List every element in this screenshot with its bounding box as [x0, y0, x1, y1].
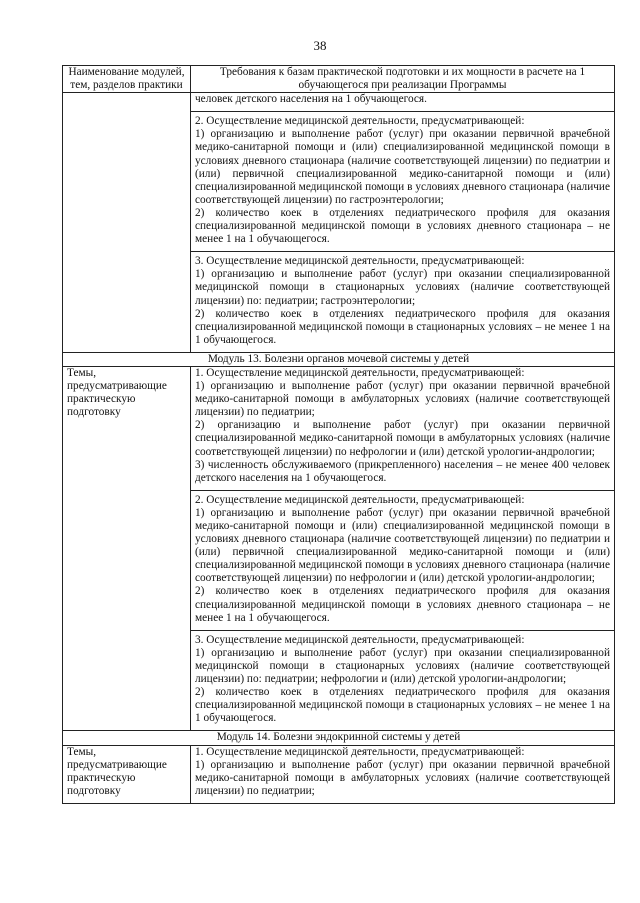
requirement-block [195, 746, 610, 803]
requirement-line: 2) количество коек в отделениях педиатрического профиля для оказания специализированной медицинской помощи в условиях дневного стационара – не менее 1 на 1 обучающегося. [195, 206, 610, 246]
requirement-line: 1. Осуществление медицинской деятельности, предусматривающей: [195, 366, 525, 379]
requirement-block [195, 367, 610, 490]
requirement-line: 2) организацию и выполнение работ (услуг) при оказании первичной специализированной медико-санитарной помощи в амбулаторных условиях (наличие соответствующей лицензии) по нефрологии и (или) детской урологии-андрологии; [195, 419, 610, 458]
topic-cell-empty [63, 93, 191, 353]
module-13-title: Модуль 13. Болезни органов мочевой системы у детей [63, 352, 615, 366]
requirement-line: 1) организацию и выполнение работ (услуг) при оказании первичной врачебной медико-санитарной помощи в амбулаторных условиях (наличие соответствующей лицензии) по педиатрии; [195, 380, 610, 419]
requirement-line: 2) количество коек в отделениях педиатрического профиля для оказания специализированной медицинской помощи в условиях дневного стационара – не менее 1 на 1 обучающегося. [195, 585, 610, 624]
requirement-block [195, 93, 610, 111]
topic-cell: Темы, предусматривающие практическую подготовку [63, 745, 191, 803]
requirement-line: 3. Осуществление медицинской деятельности, предусматривающей: [195, 633, 525, 646]
requirement-line: 2) количество коек в отделениях педиатрического профиля для оказания специализированной медицинской помощи в стационарных условиях – не менее 1 на 1 обучающегося. [195, 686, 610, 725]
requirement-line: 2. Осуществление медицинской деятельности, предусматривающей: [195, 115, 525, 128]
table-header-row [63, 66, 615, 93]
requirement-line: 3) численность обслуживаемого (прикрепленного) населения – не менее 400 человек детского населения на 1 обучающегося. [195, 458, 610, 484]
requirement-line: 1) организацию и выполнение работ (услуг) при оказании первичной врачебной медико-санитарной помощи в амбулаторных условиях (наличие соответствующей лицензии) по педиатрии; [195, 758, 610, 797]
table-row [63, 93, 615, 353]
requirement-block [191, 111, 614, 251]
requirement-line: 1) организацию и выполнение работ (услуг) при оказании специализированной медицинской помощи в стационарных условиях (наличие соответствующей лицензии) по: педиатрии; гастроэнтерологии; [195, 268, 610, 307]
header-requirements-column: Требования к базам практической подготовки и их мощности в расчете на 1 обучающегося при реализации Программы [191, 66, 615, 93]
topic-cell: Темы, предусматривающие практическую подготовку [63, 366, 191, 730]
header-modules-column: Наименование модулей, тем, разделов практики [63, 66, 191, 93]
requirement-block [191, 490, 614, 630]
requirements-table [62, 65, 615, 804]
requirements-cell [191, 93, 615, 353]
requirement-line: человек детского населения на 1 обучающегося. [195, 93, 427, 106]
module-title-row [63, 731, 615, 745]
requirement-line: 1) организацию и выполнение работ (услуг) при оказании первичной врачебной медико-санитарной помощи и (или) специализированной медицинской помощи в условиях дневного стационара (наличие соответствующей лицензии) по педиатрии и (или) первичной специализированной медико-санитарной помощи и (или) специализированной медицинской помощи в условиях дневного стационара (наличие соответствующей лицензии) по гастроэнтерологии; [195, 128, 610, 206]
requirement-block [191, 251, 614, 352]
table-row [63, 745, 615, 803]
requirement-line: 1. Осуществление медицинской деятельности, предусматривающей: [195, 745, 525, 758]
requirement-line: 3. Осуществление медицинской деятельности, предусматривающей: [195, 255, 525, 268]
requirement-line: 2. Осуществление медицинской деятельности, предусматривающей: [195, 493, 525, 506]
requirements-cell [191, 745, 615, 803]
page-number: 38 [313, 38, 327, 53]
requirement-line: 1) организацию и выполнение работ (услуг) при оказании специализированной медицинской помощи в стационарных условиях (наличие соответствующей лицензии) по: педиатрии; нефрологии и (или) детской урологии-андрологии; [195, 646, 610, 686]
table-row [63, 366, 615, 730]
requirement-line: 2) количество коек в отделениях педиатрического профиля для оказания специализированной медицинской помощи в стационарных условиях – не менее 1 на 1 обучающегося. [195, 307, 610, 346]
requirements-cell [191, 366, 615, 730]
module-14-title: Модуль 14. Болезни эндокринной системы у детей [63, 731, 615, 745]
module-title-row [63, 352, 615, 366]
requirement-block [191, 630, 614, 731]
requirement-line: 1) организацию и выполнение работ (услуг) при оказании первичной врачебной медико-санитарной помощи и (или) специализированной медицинской помощи в условиях дневного стационара (наличие соответствующей лицензии) по педиатрии и (или) первичной специализированной медико-санитарной помощи и (или) специализированной медицинской помощи в условиях дневного стационара (наличие соответствующей лицензии) по нефрологии и (или) детской урологии-андрологии; [195, 506, 610, 585]
